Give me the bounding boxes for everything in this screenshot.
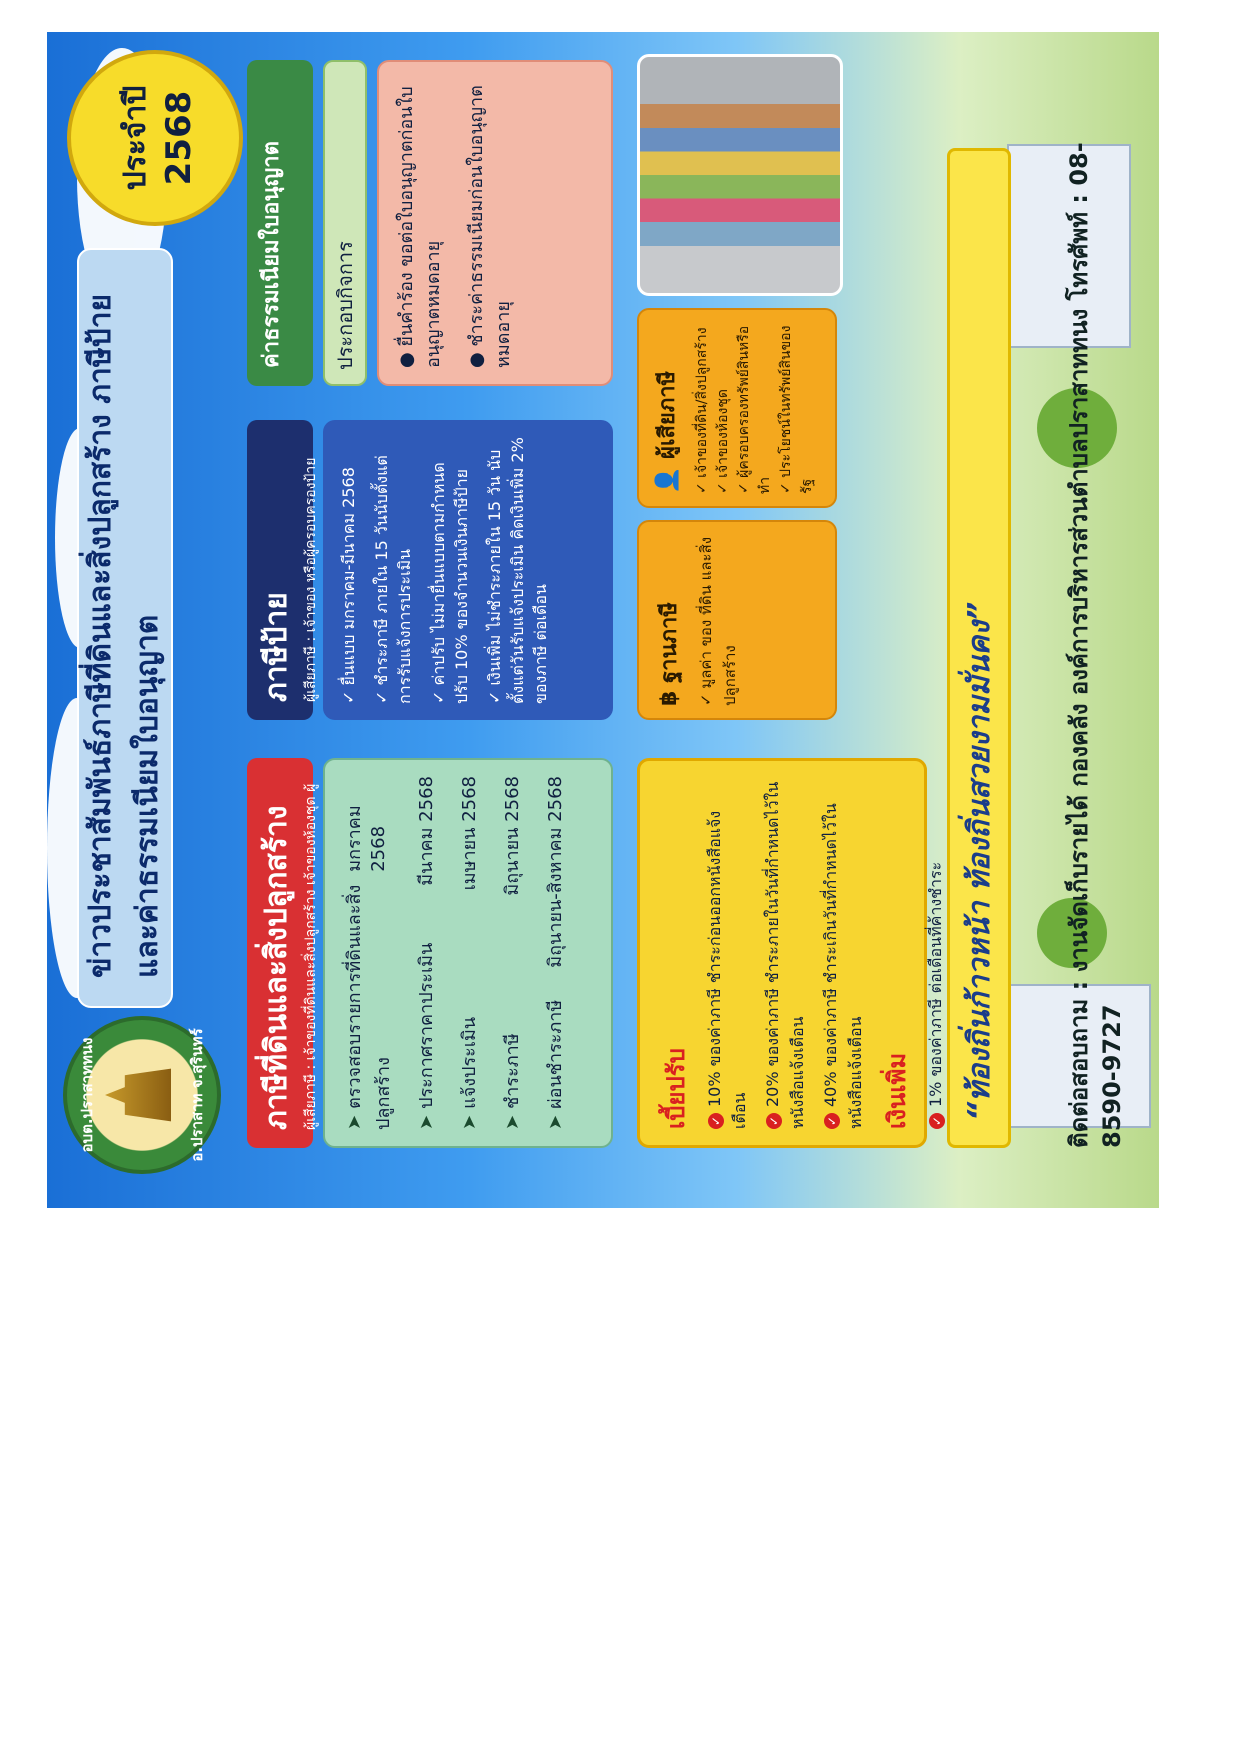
fee-item-text: ชำระค่าธรรมเนียมก่อนใบอนุญาตหมดอายุ bbox=[466, 85, 514, 368]
taxpayer-item: ✓ เจ้าของห้องชุด bbox=[715, 389, 731, 494]
signage-tax-details bbox=[323, 420, 613, 720]
check-icon: ✓ bbox=[708, 1113, 724, 1129]
organization-emblem bbox=[63, 1016, 221, 1174]
schedule-row bbox=[339, 776, 397, 1130]
contact-line: ติดต่อสอบถาม : งานจัดเก็บรายได้ กองคลัง องค์การบริหารส่วนตำบลปราสาททนง โทรศัพท์ : 08-8590-9727 bbox=[1064, 142, 1126, 1148]
arrow-icon: ➤ bbox=[545, 1114, 566, 1130]
page-title: ข่าวประชาสัมพันธ์ภาษีที่ดินและสิ่งปลูกสร้าง ภาษีป้ายและค่าธรรมเนียมใบอนุญาต bbox=[83, 293, 165, 978]
signage-tax-heading: ภาษีป้าย bbox=[259, 592, 294, 702]
signage-item: ✓ ชำระภาษี ภายใน 15 วันนับตั้งแต่การรับแจ้งการประเมิน bbox=[372, 455, 415, 704]
arrow-icon: ➤ bbox=[459, 1114, 480, 1130]
tax-basis-panel bbox=[637, 520, 837, 720]
signage-item-text: เงินเพิ่ม ไม่ชำระภายใน 15 วัน นับตั้งแต่วันรับแจ้งประเมิน คิดเงินเพิ่ม 2% ของภาษี ต่อเดือน bbox=[484, 437, 551, 704]
schedule-step: แจ้งประเมิน bbox=[459, 1016, 480, 1109]
surcharge-item-text: 1% ของค่าภาษี ต่อเดือนที่ค้างชำระ bbox=[926, 861, 945, 1107]
license-fee-header bbox=[247, 60, 313, 386]
slogan-banner: “ท้องถิ่นก้าวหน้า ท้องถิ่นสวยงามมั่นคง” bbox=[947, 148, 1011, 1148]
land-tax-payer-note: ผู้เสียภาษี : เจ้าของที่ดินและสิ่งปลูกสร้าง เจ้าของห้องชุด ผู้ bbox=[303, 783, 319, 1130]
fee-item-text: ยื่นคำร้อง ขอต่อใบอนุญาตก่อนใบอนุญาตหมดอายุ bbox=[396, 86, 444, 368]
taxpayer-item: ✓ ประโยชน์ในทรัพย์สินของรัฐ bbox=[778, 325, 815, 494]
poster bbox=[47, 32, 1159, 1208]
tax-basis-item-text: มูลค่า ของ ที่ดิน และสิ่งปลูกสร้าง bbox=[697, 536, 739, 706]
tax-basis-item: ✓ มูลค่า ของ ที่ดิน และสิ่งปลูกสร้าง bbox=[697, 536, 739, 706]
taxpayer-item-text: ผู้ครอบครองทรัพย์สินหรือทำ bbox=[736, 325, 773, 494]
land-tax-header bbox=[247, 758, 319, 1148]
schedule-row bbox=[411, 776, 440, 1130]
taxpayer-item-text: ประโยชน์ในทรัพย์สินของรัฐ bbox=[778, 325, 815, 494]
schedule-row bbox=[454, 776, 483, 1130]
fine-item-text: 40% ของค่าภาษี ชำระเกินวันที่กำหนดไว้ในหนังสือแจ้งเตือน bbox=[821, 803, 865, 1129]
tax-basis-heading: ฿ ฐานภาษี bbox=[657, 602, 682, 706]
taxpayer-panel bbox=[637, 308, 837, 508]
signage-item-text: ยื่นแบบ มกราคม-มีนาคม 2568 bbox=[339, 467, 358, 686]
license-fee-details bbox=[377, 60, 613, 386]
schedule-step: ประกาศราคาประเมิน bbox=[416, 942, 437, 1109]
fine-item bbox=[703, 777, 753, 1129]
schedule-row bbox=[540, 776, 569, 1130]
arrow-icon: ➤ bbox=[502, 1114, 523, 1130]
shop-photo bbox=[637, 54, 843, 296]
arrow-icon: ➤ bbox=[344, 1114, 365, 1130]
check-icon: ✓ bbox=[929, 1113, 945, 1129]
signage-item: ✓ เงินเพิ่ม ไม่ชำระภายใน 15 วัน นับตั้งแต่วันรับแจ้งประเมิน คิดเงินเพิ่ม 2% ของภาษี ต่อเดือน bbox=[484, 437, 551, 704]
surcharge-item bbox=[924, 777, 949, 1129]
license-category: ประกอบกิจการ bbox=[323, 60, 367, 386]
schedule-period: เมษายน 2568 bbox=[459, 776, 480, 891]
penalty-panel bbox=[637, 758, 945, 1148]
emblem-bottom-text: อ.ปราสาท จ.สุรินทร์ bbox=[188, 1028, 206, 1162]
schedule-period: มิถุนายน 2568 bbox=[502, 776, 523, 896]
fine-item-text: 20% ของค่าภาษี ชำระภายในวันที่กำหนดไว้ในหนังสือแจ้งเตือน bbox=[763, 781, 807, 1129]
taxpayer-item-text: เจ้าของที่ดิน/สิ่งปลูกสร้าง bbox=[694, 327, 710, 478]
year-label: ประจำปี bbox=[117, 85, 153, 191]
signage-item-text: ชำระภาษี ภายใน 15 วันนับตั้งแต่การรับแจ้งการประเมิน bbox=[372, 455, 415, 704]
schedule-period: มีนาคม 2568 bbox=[416, 776, 437, 886]
fine-item-text: 10% ของค่าภาษี ชำระก่อนออกหนังสือแจ้งเตือน bbox=[705, 810, 749, 1129]
tax-basis-heading-text: ฐานภาษี bbox=[657, 602, 682, 684]
title-bar bbox=[77, 248, 173, 1008]
check-icon: ✓ bbox=[824, 1113, 840, 1129]
fine-item bbox=[819, 777, 869, 1129]
signage-item-text: ค่าปรับ ไม่มายื่นแบบตามกำหนด ปรับ 10% ของจำนวนเงินภาษีป้าย bbox=[428, 462, 471, 704]
land-tax-schedule bbox=[323, 758, 613, 1148]
schedule-step: ตรวจสอบรายการที่ดินและสิ่งปลูกสร้าง bbox=[344, 884, 394, 1130]
fee-item: ● ชำระค่าธรรมเนียมก่อนใบอนุญาตหมดอายุ bbox=[466, 85, 514, 368]
schedule-row bbox=[497, 776, 526, 1130]
taxpayer-heading-text: ผู้เสียภาษี bbox=[655, 370, 680, 459]
fee-item: ● ยื่นคำร้อง ขอต่อใบอนุญาตก่อนใบอนุญาตหมดอายุ bbox=[396, 86, 444, 368]
fine-item bbox=[761, 777, 811, 1129]
schedule-period: มกราคม 2568 bbox=[344, 805, 389, 872]
check-icon: ✓ bbox=[766, 1113, 782, 1129]
taxpayer-item-text: เจ้าของห้องชุด bbox=[715, 389, 731, 478]
taxpayer-item: ✓ เจ้าของที่ดิน/สิ่งปลูกสร้าง bbox=[694, 327, 710, 494]
signage-tax-header bbox=[247, 420, 319, 720]
schedule-step: ชำระภาษี bbox=[502, 1033, 523, 1109]
taxpayer-heading: 👤 ผู้เสียภาษี bbox=[655, 370, 680, 494]
license-fee-heading: ค่าธรรมเนียมใบอนุญาต bbox=[259, 141, 284, 368]
taxpayer-item: ✓ ผู้ครอบครองทรัพย์สินหรือทำ bbox=[736, 325, 773, 494]
temple-icon bbox=[105, 1062, 171, 1128]
signage-tax-payer-note: ผู้เสียภาษี : เจ้าของ หรือผู้ครอบครองป้าย bbox=[303, 457, 319, 702]
surcharge-heading: เงินเพิ่ม bbox=[883, 1052, 911, 1129]
year-value: 2568 bbox=[158, 90, 199, 186]
schedule-period: มิถุนายน-สิงหาคม 2568 bbox=[545, 776, 566, 968]
arrow-icon: ➤ bbox=[416, 1114, 437, 1130]
land-tax-heading: ภาษีที่ดินและสิ่งปลูกสร้าง bbox=[259, 805, 294, 1130]
signage-item: ✓ ยื่นแบบ มกราคม-มีนาคม 2568 bbox=[339, 467, 358, 704]
year-badge bbox=[67, 50, 243, 226]
schedule-step: ผ่อนชำระภาษี bbox=[545, 999, 566, 1109]
fine-heading: เบี้ยปรับ bbox=[662, 1048, 690, 1129]
signage-item: ✓ ค่าปรับ ไม่มายื่นแบบตามกำหนด ปรับ 10% ของจำนวนเงินภาษีป้าย bbox=[428, 462, 471, 704]
emblem-top-text: อบต.ปราสาททนง bbox=[78, 1037, 96, 1153]
